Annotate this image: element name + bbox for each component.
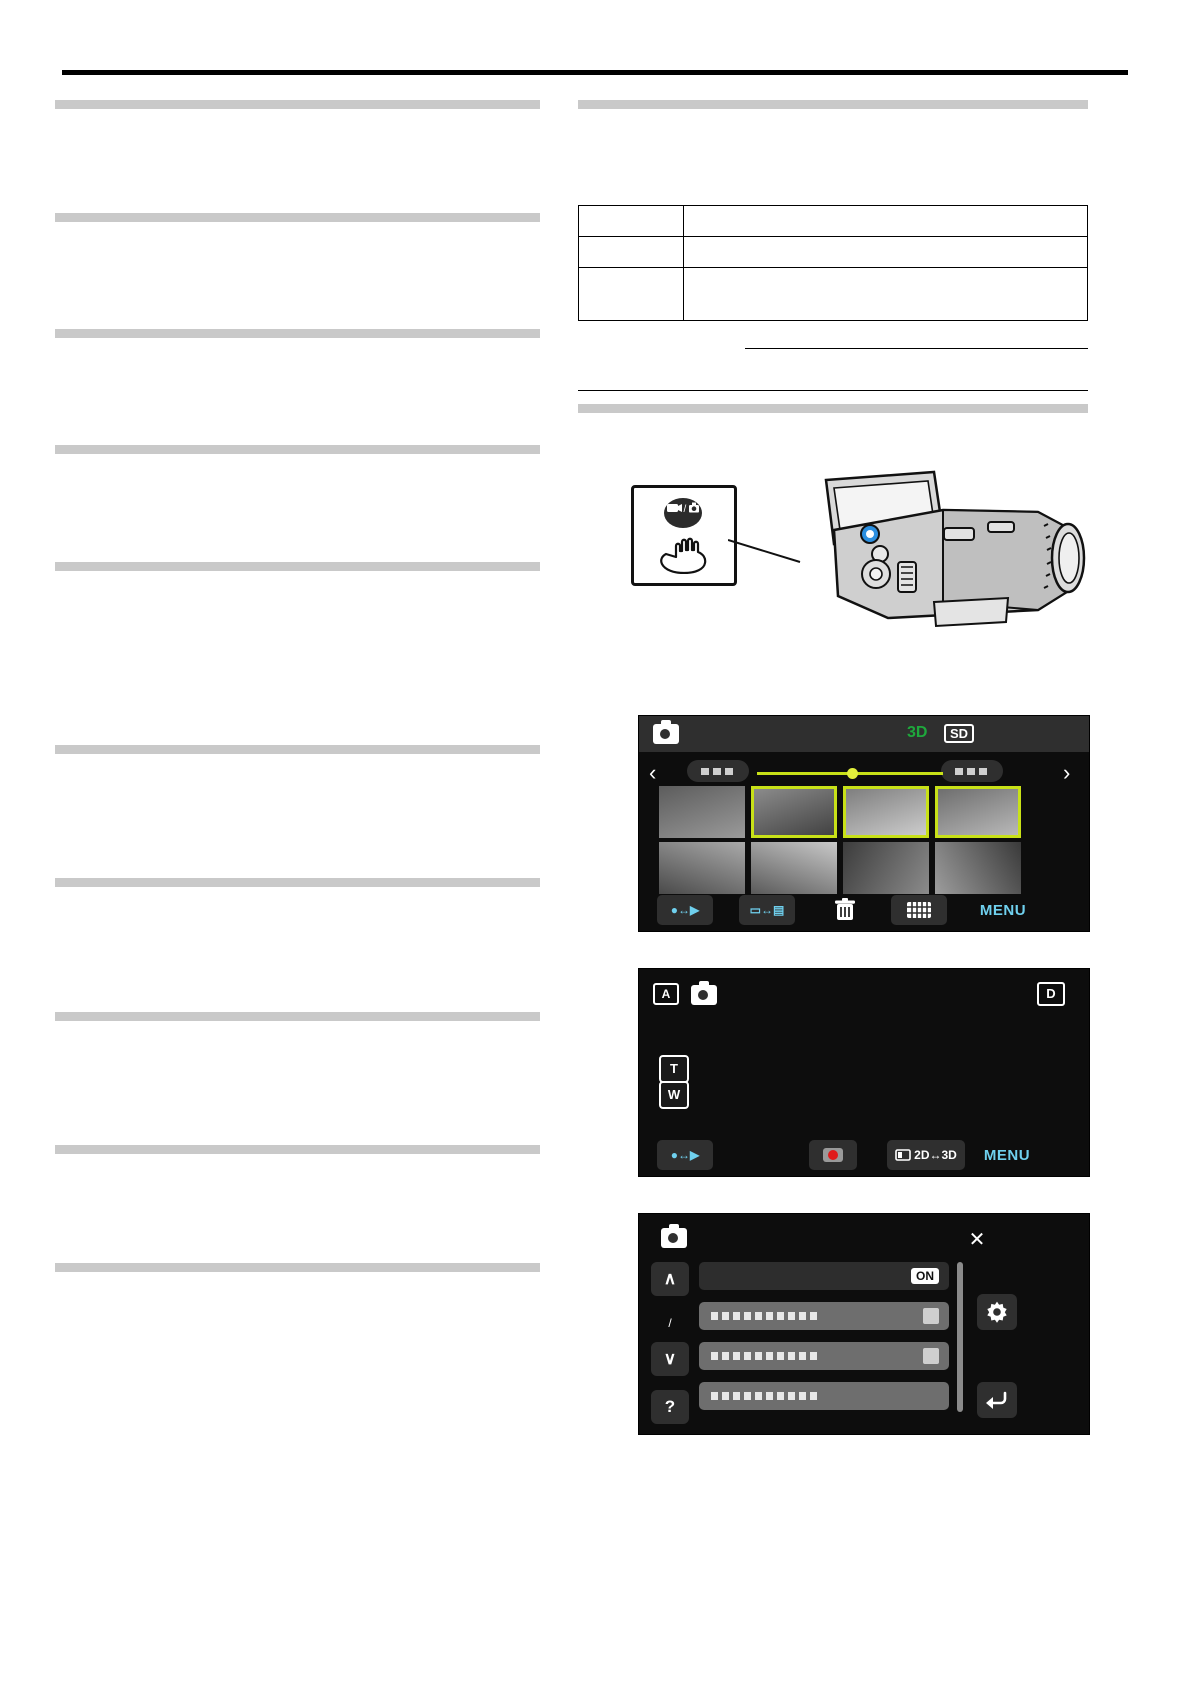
playback-record-toggle-button[interactable] <box>657 1140 713 1170</box>
thumbnail[interactable] <box>935 786 1021 838</box>
menu-item-row[interactable] <box>699 1302 949 1330</box>
menu-item-label-placeholder <box>711 1392 821 1400</box>
section-heading-bar <box>55 1145 540 1154</box>
section-block-4 <box>55 445 540 454</box>
scroll-down-button[interactable]: ∨ <box>651 1342 689 1376</box>
table-cell-value <box>683 268 1087 321</box>
table-row <box>579 268 1088 321</box>
menu-item-label-placeholder <box>711 1312 821 1320</box>
scroll-up-button[interactable]: ∧ <box>651 1262 689 1296</box>
spec-table <box>578 205 1088 321</box>
section-block-2 <box>55 213 540 222</box>
section-heading-bar <box>55 329 540 338</box>
lcd-index-screen <box>638 715 1090 932</box>
section-heading-bar <box>55 1263 540 1272</box>
video-still-icons <box>665 500 701 516</box>
table-footnote-rule <box>745 348 1088 349</box>
display-badge: D <box>1037 982 1065 1006</box>
thumbnail[interactable] <box>659 786 745 838</box>
section-heading-bar <box>55 562 540 571</box>
playback-record-toggle-label: ●↔▶ <box>670 903 700 917</box>
delete-button[interactable] <box>822 895 868 925</box>
menu-button[interactable] <box>975 1140 1039 1170</box>
section-block-1 <box>55 100 540 109</box>
thumbnail[interactable] <box>843 786 929 838</box>
section-divider-rule <box>578 390 1088 391</box>
camcorder-illustration <box>738 470 1088 645</box>
menu-button[interactable] <box>971 895 1035 925</box>
table-cell-value <box>683 206 1087 237</box>
date-pill-left[interactable] <box>687 760 749 782</box>
section-heading-bar <box>55 213 540 222</box>
pill-text-placeholder <box>955 768 989 775</box>
gear-icon <box>985 1300 1009 1324</box>
section-block-3 <box>55 329 540 338</box>
table-row <box>579 237 1088 268</box>
zoom-wide-button[interactable]: W <box>659 1081 689 1109</box>
menu-item-value-box <box>923 1348 939 1364</box>
close-button[interactable]: ✕ <box>968 1228 986 1251</box>
button-callout <box>631 485 737 586</box>
page-indicator: / <box>668 1316 672 1330</box>
section-heading-bar <box>55 445 540 454</box>
grid-icon <box>906 901 932 919</box>
lcd-menu-screen <box>638 1213 1090 1435</box>
table-cell-label <box>579 237 684 268</box>
thumbnail[interactable] <box>843 842 929 894</box>
settings-button[interactable] <box>977 1294 1017 1330</box>
section-block-5 <box>55 562 540 571</box>
table-row <box>579 206 1088 237</box>
auto-mode-badge: A <box>653 983 679 1005</box>
playback-record-toggle-label: ●↔▶ <box>670 1148 700 1162</box>
menu-item-row[interactable] <box>699 1342 949 1370</box>
still-camera-icon <box>653 724 679 744</box>
svg-text:/: / <box>683 504 687 515</box>
table-cell-label <box>579 206 684 237</box>
date-pill-right[interactable] <box>941 760 1003 782</box>
still-camera-icon <box>691 985 717 1005</box>
thumbnail[interactable] <box>659 842 745 894</box>
video-still-toggle-label: ▭↔▤ <box>749 903 785 917</box>
section-block-10 <box>55 1263 540 1272</box>
right-heading-bar-1 <box>578 100 1088 109</box>
toggle-2d-3d-label: 2D↔3D <box>914 1148 957 1162</box>
table-cell-value <box>683 237 1087 268</box>
thumbnail[interactable] <box>751 786 837 838</box>
menu-item-value-box <box>923 1308 939 1324</box>
screen-icon <box>895 1149 911 1161</box>
section-block-8 <box>55 1012 540 1021</box>
index-top-bar <box>639 716 1089 752</box>
next-page-arrow[interactable]: › <box>1063 760 1071 785</box>
pointing-hand-icon <box>656 530 712 574</box>
trash-icon <box>834 898 856 922</box>
record-button[interactable] <box>809 1140 857 1170</box>
zoom-tele-button[interactable]: T <box>659 1055 689 1083</box>
lcd-record-screen <box>638 968 1090 1177</box>
help-button[interactable]: ? <box>651 1390 689 1424</box>
playback-record-toggle-button[interactable] <box>657 895 713 925</box>
video-still-toggle-button[interactable] <box>739 895 795 925</box>
section-heading-bar <box>55 745 540 754</box>
record-dot-icon <box>822 1146 844 1164</box>
page-top-rule <box>62 70 1128 75</box>
still-camera-icon <box>661 1228 687 1248</box>
index-scrollbar-knob[interactable] <box>847 768 858 779</box>
section-block-9 <box>55 1145 540 1154</box>
section-block-7 <box>55 878 540 887</box>
back-arrow-icon <box>985 1390 1009 1410</box>
prev-page-arrow[interactable]: ‹ <box>649 760 657 785</box>
toggle-2d-3d-button[interactable] <box>887 1140 965 1170</box>
menu-item-label-placeholder <box>711 1352 821 1360</box>
section-block-6 <box>55 745 540 754</box>
thumbnail[interactable] <box>751 842 837 894</box>
section-heading-bar <box>55 1012 540 1021</box>
camera-illustration <box>578 470 1088 670</box>
menu-item-row[interactable] <box>699 1262 949 1290</box>
video-still-mode-button[interactable] <box>664 498 702 528</box>
pill-text-placeholder <box>701 768 735 775</box>
table-cell-label <box>579 268 684 321</box>
menu-button-label: MENU <box>979 901 1027 919</box>
thumbnail[interactable] <box>935 842 1021 894</box>
media-badge: SD <box>944 724 974 743</box>
section-heading-bar <box>55 100 540 109</box>
back-button[interactable] <box>977 1382 1017 1418</box>
menu-item-value: ON <box>911 1268 939 1284</box>
media-select-button[interactable] <box>891 895 947 925</box>
menu-button-label: MENU <box>983 1146 1031 1164</box>
section-heading-bar <box>55 878 540 887</box>
menu-scrollbar[interactable] <box>957 1262 963 1412</box>
label-3d: 3D <box>907 724 928 741</box>
right-column <box>578 100 1088 109</box>
right-heading-bar-2 <box>578 404 1088 413</box>
menu-item-row[interactable] <box>699 1382 949 1410</box>
